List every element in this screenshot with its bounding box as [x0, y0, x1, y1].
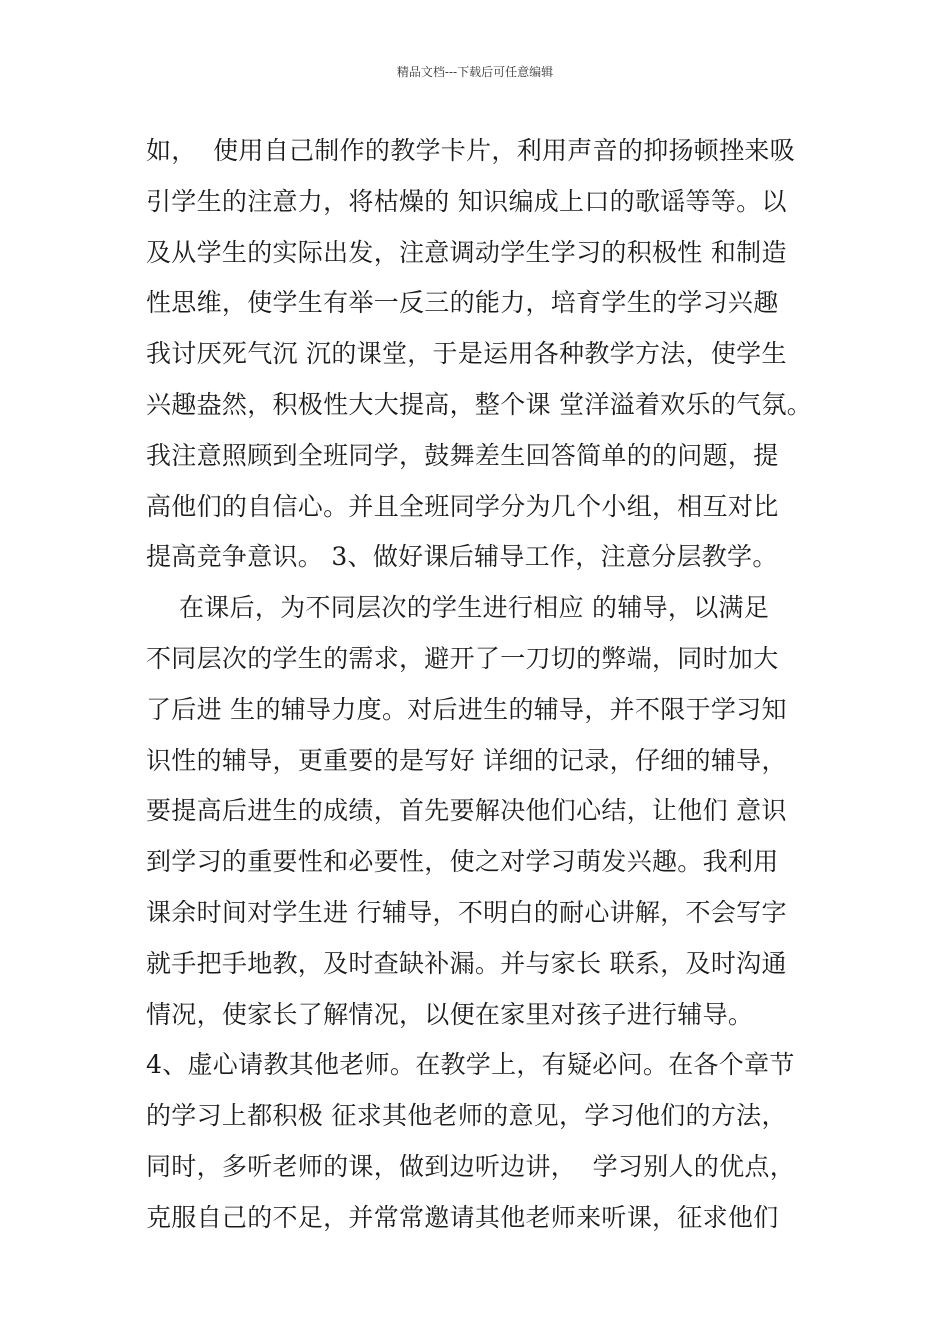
text-line: 高他们的自信心。并且全班同学分为几个小组，相互对比: [146, 491, 779, 521]
text-line: 引学生的注意力，将枯燥的 知识编成上口的歌谣等等。以: [146, 186, 787, 216]
page-header: 精品文档---下载后可任意编辑: [396, 65, 554, 79]
text-line: 就手把手地教，及时查缺补漏。并与家长 联系，及时沟通: [146, 948, 787, 978]
text-line: 及从学生的实际出发，注意调动学生学习的积极性 和制造: [146, 237, 787, 267]
text-line: 4、虚心请教其他老师。在教学上，有疑必问。在各个章节: [146, 1050, 795, 1080]
text-line: 了后进 生的辅导力度。对后进生的辅导，并不限于学习知: [146, 694, 787, 724]
text-line: 同时，多听老师的课，做到边听边讲， 学习别人的优点，: [146, 1151, 795, 1181]
text-line: 提高竞争意识。 3、做好课后辅导工作，注意分层教学。: [146, 542, 778, 572]
text-line: 我注意照顾到全班同学，鼓舞差生回答简单的的问题，提: [146, 440, 779, 470]
text-line: 的学习上都积极 征求其他老师的意见，学习他们的方法，: [146, 1101, 787, 1131]
text-line: 课余时间对学生进 行辅导，不明白的耐心讲解，不会写字: [146, 897, 787, 927]
text-line: 情况，使家长了解情况，以便在家里对孩子进行辅导。: [146, 999, 754, 1029]
text-line: 兴趣盎然，积极性大大提高，整个课 堂洋溢着欢乐的气氛。: [146, 389, 813, 419]
text-line: 我讨厌死气沉 沉的课堂，于是运用各种教学方法，使学生: [146, 339, 787, 369]
text-line: 如， 使用自己制作的教学卡片，利用声音的抑扬顿挫来吸: [146, 136, 795, 165]
text-line: 性思维，使学生有举一反三的能力，培育学生的学习兴趣: [146, 288, 779, 318]
text-line: 到学习的重要性和必要性，使之对学习萌发兴趣。我利用: [146, 847, 779, 877]
text-line: 克服自己的不足，并常常邀请其他老师来听课，征求他们: [146, 1202, 779, 1232]
text-line: 识性的辅导，更重要的是写好 详细的记录，仔细的辅导，: [146, 745, 787, 775]
text-line: 要提高后进生的成绩，首先要解决他们心结，让他们 意识: [146, 796, 787, 826]
text-line: 在课后，为不同层次的学生进行相应 的辅导，以满足: [146, 593, 770, 623]
body-text: [146, 131, 826, 1249]
text-line: 不同层次的学生的需求，避开了一刀切的弊端，同时加大: [146, 643, 779, 673]
